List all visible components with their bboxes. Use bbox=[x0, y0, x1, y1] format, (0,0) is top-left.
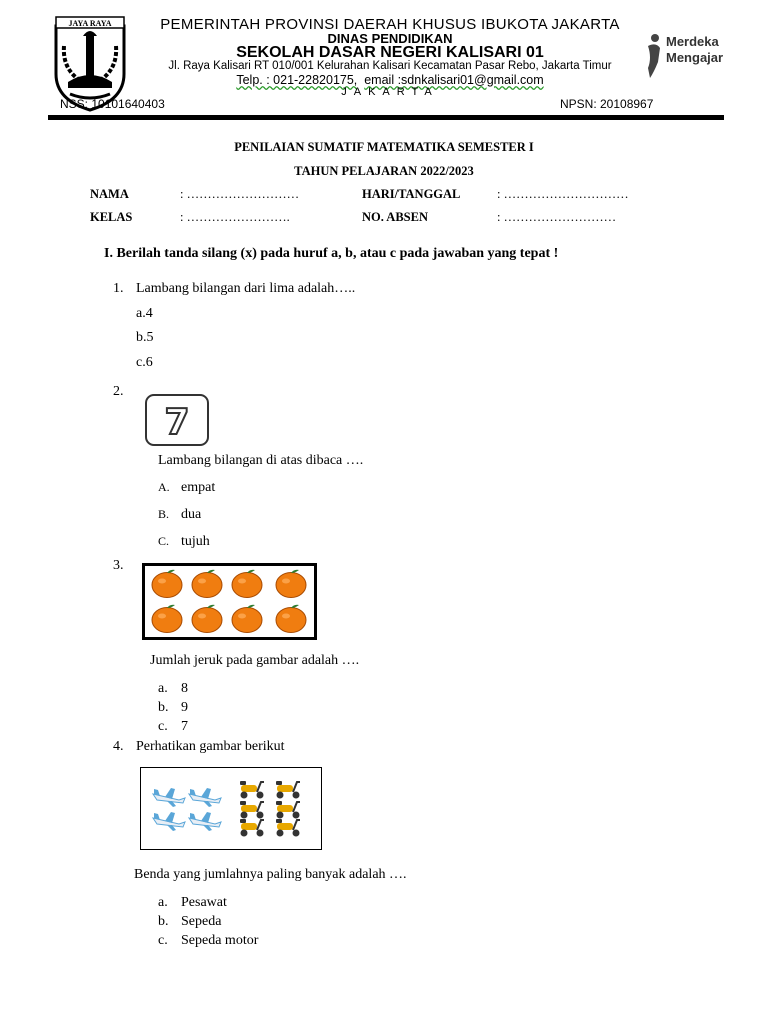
scooter-icon bbox=[276, 801, 300, 819]
question-2-letter-a: A. bbox=[158, 480, 170, 494]
letterhead-department: DINAS PENDIDIKAN bbox=[327, 31, 453, 46]
question-4-letter-a: a. bbox=[158, 895, 168, 910]
scooter-icon bbox=[240, 801, 264, 819]
question-2-letter-c: C. bbox=[158, 534, 170, 548]
number-seven-card bbox=[145, 394, 209, 446]
question-2-option-b[interactable]: dua bbox=[181, 507, 202, 522]
question-4-letter-c: c. bbox=[158, 933, 168, 948]
question-4-letter-b: b. bbox=[158, 914, 169, 929]
letterhead-city: JAKARTA bbox=[341, 86, 439, 98]
question-4-option-b[interactable]: Sepeda bbox=[181, 914, 222, 929]
question-1-number: 1. bbox=[113, 281, 124, 296]
school-npsn: NPSN: 20108967 bbox=[560, 97, 654, 111]
question-4-number: 4. bbox=[113, 739, 124, 754]
orange-icon bbox=[232, 605, 262, 633]
scooter-icon bbox=[276, 781, 300, 799]
letterhead-government: PEMERINTAH PROVINSI DAERAH KHUSUS IBUKOTA JAKARTA bbox=[160, 16, 620, 33]
airplane-icon bbox=[189, 788, 221, 807]
question-4-prompt: Benda yang jumlahnya paling banyak adalah …. bbox=[134, 867, 407, 882]
field-value-no-absen: : ……………………… bbox=[497, 210, 617, 224]
merdeka-mengajar-logo bbox=[644, 32, 724, 80]
field-label-hari-tanggal: HARI/TANGGAL bbox=[362, 187, 461, 201]
field-value-hari-tanggal: : ………………………… bbox=[497, 187, 629, 201]
scooter-icon bbox=[240, 819, 264, 837]
question-3-letter-b: b. bbox=[158, 700, 169, 715]
exam-subtitle: TAHUN PELAJARAN 2022/2023 bbox=[294, 164, 474, 178]
question-4-option-c[interactable]: Sepeda motor bbox=[181, 933, 259, 948]
school-nss: NSS: 10101640403 bbox=[60, 97, 165, 111]
question-3-letter-c: c. bbox=[158, 719, 168, 734]
question-1-option-c[interactable]: c.6 bbox=[136, 355, 153, 370]
question-1-option-a[interactable]: a.4 bbox=[136, 306, 153, 321]
question-1-text: Lambang bilangan dari lima adalah….. bbox=[136, 281, 356, 296]
merdeka-text: Merdeka bbox=[666, 34, 719, 49]
question-3-letter-a: a. bbox=[158, 681, 168, 696]
scooter-icon bbox=[276, 819, 300, 837]
letterhead-address: Jl. Raya Kalisari RT 010/001 Kelurahan Kalisari Kecamatan Pasar Rebo, Jakarta Timur bbox=[168, 60, 612, 72]
field-label-nama: NAMA bbox=[90, 187, 129, 201]
oranges-picture bbox=[142, 563, 317, 640]
airplane-icon bbox=[153, 812, 185, 831]
orange-icon bbox=[152, 605, 182, 633]
letterhead-phone: Telp. : 021-22820175, bbox=[236, 73, 358, 87]
airplane-icon bbox=[153, 788, 185, 807]
question-3-text: Jumlah jeruk pada gambar adalah …. bbox=[150, 653, 360, 668]
question-2-option-c[interactable]: tujuh bbox=[181, 534, 210, 549]
question-2-number: 2. bbox=[113, 384, 124, 399]
logo-text: JAYA RAYA bbox=[68, 19, 112, 28]
vehicles-picture bbox=[140, 767, 322, 850]
question-1-option-b[interactable]: b.5 bbox=[136, 330, 154, 345]
letterhead-contact bbox=[130, 73, 650, 87]
question-2-text: Lambang bilangan di atas dibaca …. bbox=[158, 453, 364, 468]
question-3-option-c[interactable]: 7 bbox=[181, 719, 188, 734]
scooter-icon bbox=[240, 781, 264, 799]
orange-icon bbox=[192, 570, 222, 598]
exam-title: PENILAIAN SUMATIF MATEMATIKA SEMESTER I bbox=[234, 140, 534, 154]
question-2-letter-b: B. bbox=[158, 507, 170, 521]
orange-icon bbox=[276, 570, 306, 598]
question-2-option-a[interactable]: empat bbox=[181, 480, 216, 495]
question-4-text: Perhatikan gambar berikut bbox=[136, 739, 285, 754]
question-4-option-a[interactable]: Pesawat bbox=[181, 895, 227, 910]
orange-icon bbox=[232, 570, 262, 598]
field-value-kelas: : ……………………. bbox=[180, 210, 290, 224]
orange-icon bbox=[276, 605, 306, 633]
field-label-kelas: KELAS bbox=[90, 210, 133, 224]
letterhead-school-name: SEKOLAH DASAR NEGERI KALISARI 01 bbox=[236, 44, 544, 61]
orange-icon bbox=[192, 605, 222, 633]
field-label-no-absen: NO. ABSEN bbox=[362, 210, 428, 224]
field-value-nama: : ……………………… bbox=[180, 187, 300, 201]
orange-icon bbox=[152, 570, 182, 598]
airplane-icon bbox=[189, 812, 221, 831]
number-seven-glyph: 7 bbox=[164, 402, 190, 443]
question-3-option-b[interactable]: 9 bbox=[181, 700, 188, 715]
mengajar-text: Mengajar bbox=[666, 50, 724, 65]
letterhead-email: email :sdnkalisari01@gmail.com bbox=[364, 73, 544, 87]
question-3-option-a[interactable]: 8 bbox=[181, 681, 188, 696]
question-3-number: 3. bbox=[113, 558, 124, 573]
section-instruction: I. Berilah tanda silang (x) pada huruf a, b, atau c pada jawaban yang tepat ! bbox=[104, 246, 559, 261]
letterhead-divider bbox=[48, 115, 724, 120]
